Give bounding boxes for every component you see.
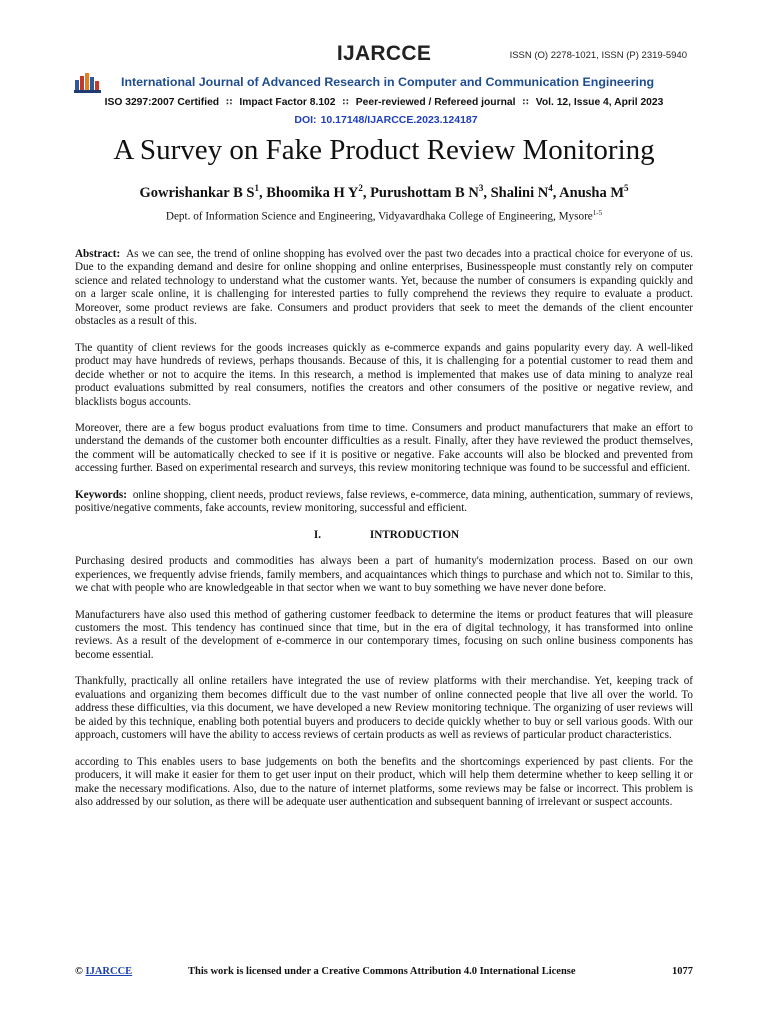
abstract-text: As we can see, the trend of online shopping has evolved over the past two decades into a practical choice for everyone of us. Due to the expanding demand and desire for online shopping and online enterprises, Businesspeople must constantly rely on computer science and related technology to understand what the customer wants. Yet, because the number of consumers is expanding quickly and on a larger scale online, it is challenging for interested parties to fully comprehend the reviews they require to evaluate a product. Moreover, some product reviews are fake. Consumers and product providers that seek to meet the demands of the client encounter obstacles as a result of this. [75, 248, 693, 328]
meta-peer-reviewed: Peer-reviewed / Refereed journal [355, 97, 516, 108]
affiliation-text: Dept. of Information Science and Engineering, Vidyavardhaka College of Engineering, Mysore [165, 210, 593, 223]
paper-title: A Survey on Fake Product Review Monitoring [113, 134, 655, 166]
author-name: Anusha M [559, 184, 625, 201]
author-sup: 4 [548, 183, 553, 193]
meta-separator: ∷ [226, 97, 233, 107]
meta-separator: ∷ [342, 97, 349, 107]
section-title: INTRODUCTION [369, 528, 460, 541]
author-list: Gowrishankar B $S^1$, Bhoomika H $Y^2$, Purushottam B $N^3$, Shalini $N^4$, Anusha $M^5$ [139, 183, 629, 201]
journal-logo-icon [74, 71, 102, 93]
author-sup: 2 [358, 183, 363, 193]
meta-volume: Vol. 12, Issue 4, April 2023 [535, 97, 664, 108]
intro-paragraph: Purchasing desired products and commodities has always been a part of humanity's modernization process. Based on our own experiences, we frequently advise friends, family members, and acquaintances which things to purchase and which not to. Similar to this, we chat with people who are knowledgeable in that sector when we want to buy something we have never done before. [75, 555, 693, 595]
issn: ISSN (O) 2278-1021, ISSN (P) 2319-5940 [509, 50, 687, 61]
author-name: Gowrishankar B S [139, 184, 255, 201]
intro-paragraph: according to This enables users to base judgements on both the benefits and the shortcomings experienced by past clients. For the producers, it will make it easier for them to get user input on their product, which will help them determine whether to keep selling it or make the necessary modifications. Also, due to the nature of internet platforms, some reviews may be false or incorrect. This problem is also addressed by our solution, as there will be adequate user authentication and subsequent banning of irrelevant or suspect accounts. [75, 755, 693, 808]
keywords-text: online shopping, client needs, product reviews, false reviews, e-commerce, data mining, authentication, summary of reviews, positive/negative comments, fake accounts, review monitoring, successful and efficient. [75, 488, 693, 515]
author-name: Shalini N [490, 184, 549, 201]
affiliation [0, 209, 768, 223]
doi-value[interactable]: 10.17148/IJARCCE.2023.124187 [320, 114, 478, 126]
meta-impact-factor: Impact Factor 8.102 [239, 97, 336, 108]
abstract-label: Abstract: [75, 248, 121, 260]
journal-full-title: International Journal of Advanced Research in Computer and Communication Engineering [121, 75, 655, 89]
abstract-paragraph: Moreover, there are a few bogus product evaluations from time to time. Consumers and product manufacturers that make an effort to understand the demands of the customer both encounter difficulties as a result. Finally, after they have reviewed the product themselves, the comment will be automatically checked to see if it is positive or negative. Fake accounts will also be blocked and prevented from accessing further. Based on experimental research and surveys, this review monitoring technique was found to be successful and efficient. [75, 421, 693, 475]
publisher-link[interactable]: IJARCCE [85, 966, 133, 977]
meta-certification: ISO 3297:2007 Certified [104, 97, 220, 108]
affiliation-sup: 1-5 [592, 209, 603, 217]
author-sup: 3 [478, 183, 484, 193]
keywords-label: Keywords: [75, 488, 127, 501]
abstract-paragraph [75, 248, 693, 329]
section-number: I. [313, 528, 322, 541]
copyright [75, 966, 132, 977]
page-number: 1077 [672, 966, 693, 977]
author-sup: 1 [254, 183, 259, 193]
keywords-paragraph [75, 489, 693, 516]
abstract-paragraph: The quantity of client reviews for the goods increases quickly as e-commerce expands and gains popularity every day. A well-liked product may have hundreds of reviews, perhaps thousands. Because of this, it is challenging for a potential customer to read them and decide whether or not to acquire the items. In this research, a method is implemented that makes use of data mining to analyze real product evaluations submitted by real consumers, notifies the creators and other consumers of the positive or negative review, and blacklists bogus accounts. [75, 341, 693, 408]
copyright-symbol: © [75, 966, 83, 977]
section-heading [75, 529, 693, 542]
paper-body [75, 248, 693, 822]
doi-label: DOI: [294, 114, 317, 126]
author-name: Bhoomika H Y [266, 184, 359, 201]
license-text: This work is licensed under a Creative Commons Attribution 4.0 International License [188, 966, 576, 977]
journal-meta [0, 97, 768, 108]
author-name: Purushottam B N [370, 184, 479, 201]
doi [0, 114, 768, 126]
intro-paragraph: Manufacturers have also used this method of gathering customer feedback to determine the items or product features that will pleasure customers the most. This tendency has continued since that time, but in the era of digital technology, it has transformed into online reviews. As a result of the development of e-commerce in our contemporary times, focusing on such online business components has become essential. [75, 608, 693, 661]
author-sup: 5 [624, 183, 629, 193]
intro-paragraph: Thankfully, practically all online retailers have integrated the use of review platforms with their merchandise. Yet, keeping track of evaluations and organizing them becomes difficult due to the vast number of online connected people that live all over the world. To address these difficulties, via this document, we have developed a new Review monitoring technique. The organizing of user reviews will be aided by this technique, enabling both potential buyers and producers to decide quickly whether to buy or sell various goods. With our approach, customers will have the ability to access reviews of certain products as well as reviews of particular product characteristics. [75, 675, 693, 742]
meta-separator: ∷ [522, 97, 529, 107]
journal-name: IJARCCE [336, 42, 432, 65]
